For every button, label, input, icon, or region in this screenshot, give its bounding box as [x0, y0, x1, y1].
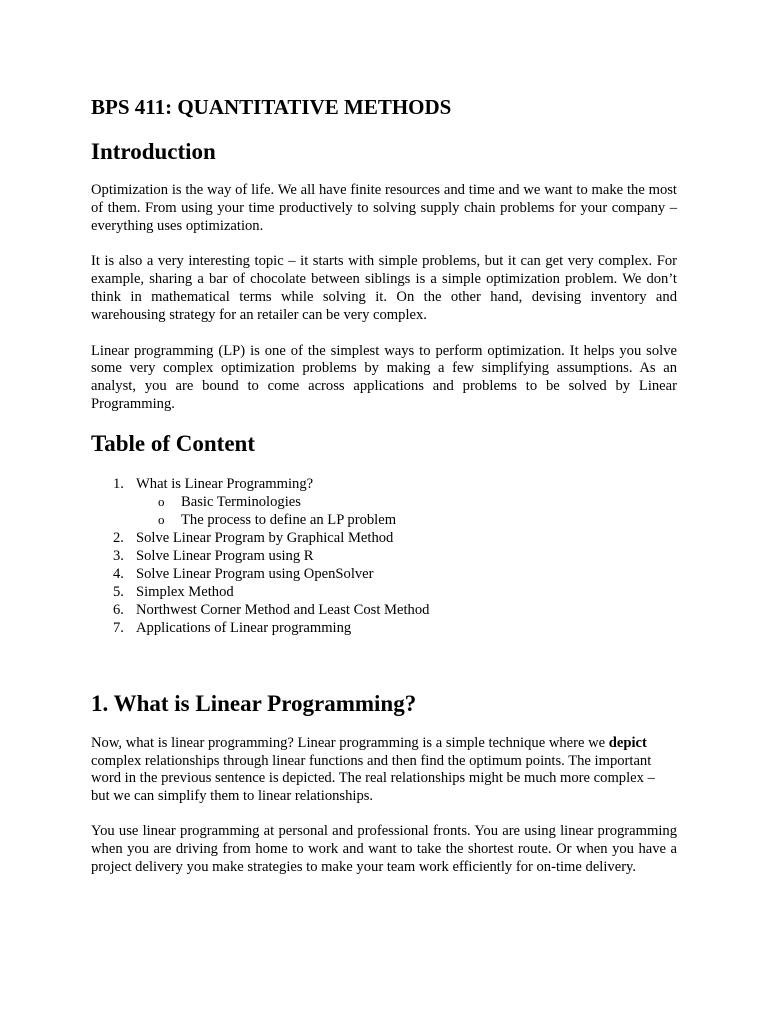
toc-item	[91, 565, 677, 583]
toc-heading: Table of Content	[91, 430, 255, 456]
toc-item-label: Applications of Linear programming	[136, 619, 352, 636]
intro-paragraph-2: It is also a very interesting topic – it starts with simple problems, but it can get very complex. For example, sharing a bar of chocolate between siblings is a simple optimization problem. We don’t think in mathematical terms while solving it. On the other hand, devising inventory and warehousing strategy for an retailer can be very complex.	[91, 253, 677, 323]
toc-item	[91, 529, 677, 547]
toc-item-label: Simplex Method	[136, 583, 234, 600]
section-1-text-before: Now, what is linear programming? Linear programming is a simple technique where we	[91, 734, 609, 751]
toc-item-label: Solve Linear Program using R	[136, 547, 314, 564]
toc-item-number: 5.	[113, 583, 124, 600]
toc-subitem	[91, 511, 677, 529]
toc-item	[91, 619, 677, 637]
introduction-heading: Introduction	[91, 139, 216, 164]
toc-subitem-label: The process to define an LP problem	[181, 511, 397, 528]
document-title: BPS 411: QUANTITATIVE METHODS	[91, 95, 452, 119]
toc-subitem-bullet: o	[158, 511, 165, 527]
toc-item-label: Northwest Corner Method and Least Cost Method	[136, 601, 430, 618]
toc-item-number: 2.	[113, 529, 124, 546]
section-1-heading: 1. What is Linear Programming?	[91, 690, 417, 716]
toc-item-label: Solve Linear Program by Graphical Method	[136, 529, 394, 546]
section-1-paragraph-1	[91, 735, 677, 806]
toc-item-number: 7.	[113, 619, 124, 636]
toc-item-number: 3.	[113, 547, 124, 564]
toc-item-number: 6.	[113, 601, 124, 618]
toc-item	[91, 475, 677, 493]
toc-subitem	[91, 493, 677, 511]
toc-subitem-bullet: o	[158, 493, 165, 509]
document-page	[91, 92, 677, 876]
toc-list	[91, 475, 677, 637]
toc-item-number: 1.	[113, 475, 124, 492]
toc-item-label: What is Linear Programming?	[136, 475, 314, 492]
toc-item	[91, 601, 677, 619]
toc-item	[91, 547, 677, 565]
toc-item	[91, 583, 677, 601]
depict-emphasis: depict	[608, 734, 647, 751]
toc-subitem-label: Basic Terminologies	[181, 493, 301, 510]
toc-item-number: 4.	[113, 565, 124, 582]
intro-paragraph-1: Optimization is the way of life. We all have finite resources and time and we want to make the most of them. From using your time productively to solving supply chain problems for your company – everything uses optimization.	[91, 182, 677, 234]
section-1-paragraph-2: You use linear programming at personal and professional fronts. You are using linear programming when you are driving from home to work and want to take the shortest route. Or when you have a project delivery you make strategies to make your team work efficiently for on-time delivery.	[91, 822, 677, 875]
section-1-text-after: complex relationships through linear functions and then find the optimum points. The important word in the previous sentence is depicted. The real relationships might be much more complex – but we can simplify them to linear relationships.	[91, 752, 655, 805]
intro-paragraph-3: Linear programming (LP) is one of the simplest ways to perform optimization. It helps you solve some very complex optimization problems by making a few simplifying assumptions. As an analyst, you are bound to come across applications and problems to be solved by Linear Programming.	[91, 342, 677, 412]
toc-item-label: Solve Linear Program using OpenSolver	[136, 565, 374, 582]
